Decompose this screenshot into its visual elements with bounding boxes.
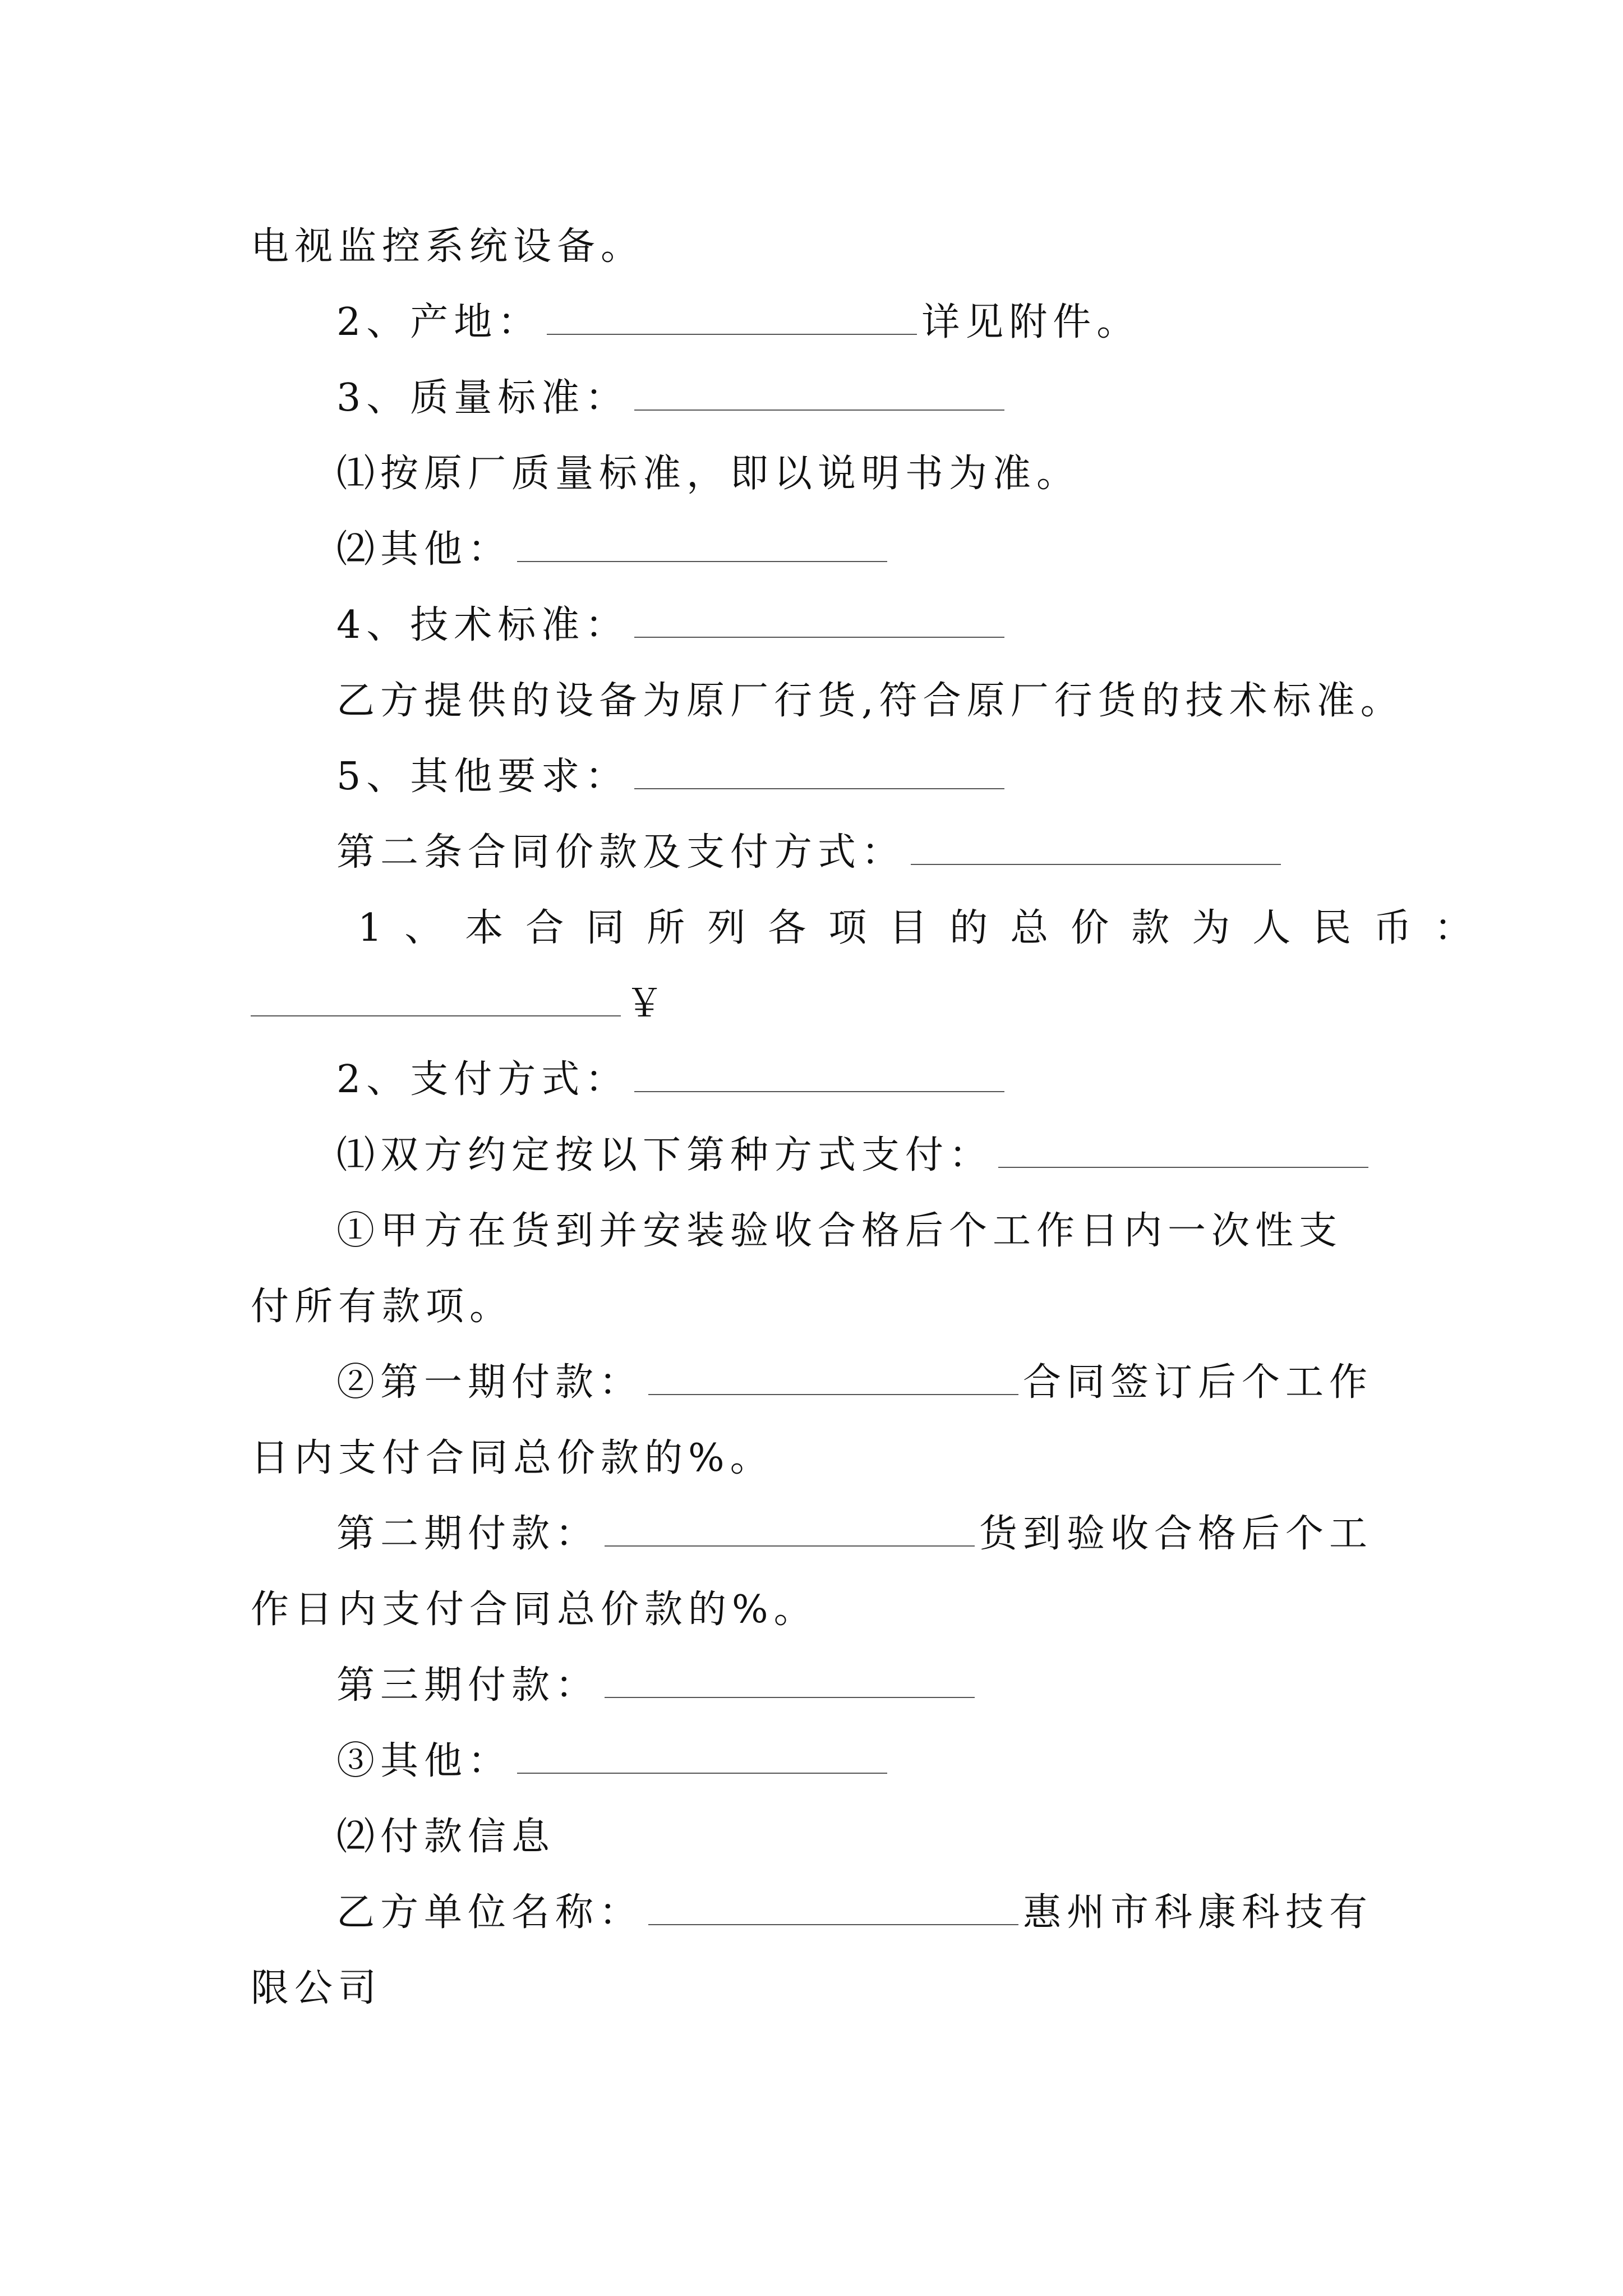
first-payment-line <box>336 1352 1373 1414</box>
payment-option-blank[interactable] <box>998 1166 1368 1168</box>
quality-standard-line <box>336 367 1009 429</box>
text-line: ⑵付款信息 <box>336 1815 556 1859</box>
second-payment-blank[interactable] <box>605 1544 975 1547</box>
other-payment-label: ③其他： <box>336 1739 512 1783</box>
total-price-blank[interactable] <box>251 1014 621 1016</box>
article-two-line <box>336 822 1285 884</box>
text-line: ①甲方在货到并安装验收合格后个工作日内一次性支 <box>336 1209 1343 1253</box>
second-payment-suffix: 货到验收合格后个工 <box>979 1512 1373 1556</box>
payment-method-line <box>336 1049 1009 1111</box>
text-line: 付所有款项。 <box>251 1285 514 1329</box>
currency-symbol: ￥ <box>625 982 670 1026</box>
text-line: 日内支付合同总价款的%。 <box>251 1436 774 1480</box>
technical-standard-blank[interactable] <box>634 636 1004 638</box>
payment-method-blank[interactable] <box>634 1090 1004 1092</box>
quality-standard-label: 3、质量标准： <box>336 376 629 420</box>
payment-method-label: 2、支付方式： <box>336 1057 629 1102</box>
first-payment-blank[interactable] <box>648 1393 1018 1395</box>
text-line: 1、本合同所列各项目的总价款为人民币： <box>358 906 1495 950</box>
other-quality-blank[interactable] <box>517 560 887 562</box>
technical-standard-label: 4、技术标准： <box>336 603 629 647</box>
text-line: 电视监控系统设备。 <box>251 224 645 269</box>
third-payment-blank[interactable] <box>605 1696 975 1698</box>
first-payment-suffix: 合同签订后个工作 <box>1023 1360 1373 1405</box>
quality-standard-blank[interactable] <box>634 408 1004 411</box>
text-line: 作日内支付合同总价款的%。 <box>251 1588 818 1632</box>
other-payment-line <box>336 1731 892 1792</box>
other-requirements-line <box>336 746 1009 808</box>
second-payment-label: 第二期付款： <box>336 1512 600 1556</box>
technical-standard-line <box>336 595 1009 656</box>
total-price-line <box>251 973 669 1035</box>
origin-blank[interactable] <box>547 333 917 335</box>
other-requirements-blank[interactable] <box>634 787 1004 789</box>
other-requirements-label: 5、其他要求： <box>336 754 629 799</box>
party-b-name-blank[interactable] <box>648 1923 1018 1925</box>
first-payment-label: ②第一期付款： <box>336 1360 643 1405</box>
article-two-blank[interactable] <box>911 863 1281 865</box>
party-b-name-line <box>336 1882 1373 1944</box>
other-payment-blank[interactable] <box>517 1772 887 1774</box>
origin-label: 2、产地： <box>336 300 542 344</box>
origin-line <box>336 292 1140 353</box>
payment-option-line <box>336 1125 1373 1186</box>
second-payment-line <box>336 1503 1373 1565</box>
text-line: ⑴按原厂质量标准，即以说明书为准。 <box>336 452 1081 496</box>
payment-option-label: ⑴双方约定按以下第种方式支付： <box>336 1133 993 1177</box>
text-line: 乙方提供的设备为原厂行货,符合原厂行货的技术标准。 <box>336 679 1404 723</box>
third-payment-line <box>336 1655 979 1717</box>
third-payment-label: 第三期付款： <box>336 1663 600 1708</box>
other-quality-label: ⑵其他： <box>336 527 512 572</box>
party-b-name-value: 惠州市科康科技有 <box>1023 1890 1373 1935</box>
origin-suffix: 详见附件。 <box>921 300 1141 344</box>
other-quality-line <box>336 519 892 581</box>
article-two-label: 第二条合同价款及支付方式： <box>336 830 906 875</box>
text-line: 限公司 <box>251 1966 382 2010</box>
party-b-name-label: 乙方单位名称： <box>336 1890 643 1935</box>
